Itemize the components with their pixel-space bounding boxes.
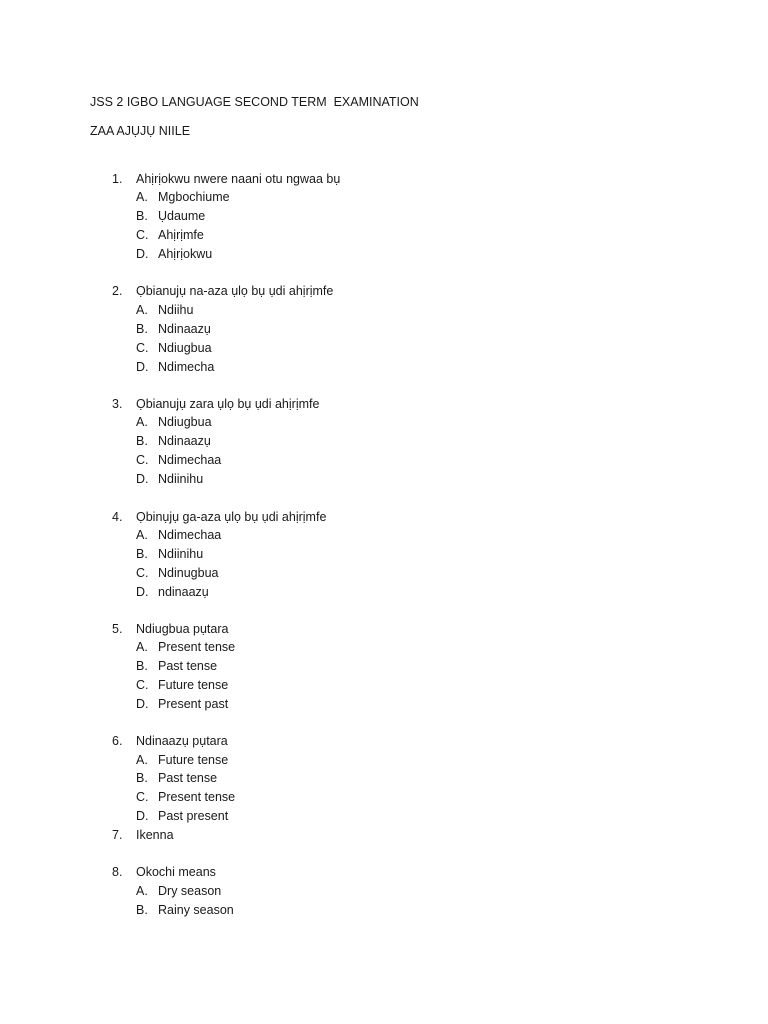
option-letter: B. bbox=[136, 322, 148, 336]
question-text: Ndiugbua pụtara bbox=[136, 622, 229, 636]
option-text: Ndiinihu bbox=[158, 472, 204, 486]
option-letter: B. bbox=[136, 903, 148, 917]
question-number: 1. bbox=[112, 172, 123, 186]
question-text: Ndinaazụ pụtara bbox=[136, 734, 228, 748]
option-text: Mgbochiume bbox=[158, 190, 230, 204]
option-letter: C. bbox=[136, 341, 149, 355]
question-text: Okochi means bbox=[136, 865, 216, 879]
option-letter: D. bbox=[136, 585, 149, 599]
option-text: Past present bbox=[158, 809, 229, 823]
option-text: Present tense bbox=[158, 640, 236, 654]
option-text: Ndiihu bbox=[158, 303, 194, 317]
question-number: 5. bbox=[112, 622, 123, 636]
option-text: Ndimecha bbox=[158, 360, 215, 374]
option-letter: D. bbox=[136, 360, 149, 374]
option-letter: A. bbox=[136, 415, 148, 429]
option-letter: B. bbox=[136, 547, 148, 561]
option-text: Present tense bbox=[158, 790, 236, 804]
option-letter: A. bbox=[136, 753, 148, 767]
option-text: Ndinugbua bbox=[158, 566, 219, 580]
option-letter: B. bbox=[136, 434, 148, 448]
option-text: Ndimechaa bbox=[158, 453, 222, 467]
option-text: Ndiinihu bbox=[158, 547, 204, 561]
question-number: 4. bbox=[112, 510, 123, 524]
option-letter: C. bbox=[136, 678, 149, 692]
option-text: Past tense bbox=[158, 659, 218, 673]
question-number: 3. bbox=[112, 397, 123, 411]
option-letter: B. bbox=[136, 659, 148, 673]
question-number: 7. bbox=[112, 828, 123, 842]
option-letter: A. bbox=[136, 303, 148, 317]
option-letter: C. bbox=[136, 228, 149, 242]
option-text: Ndiugbua bbox=[158, 415, 212, 429]
question-number: 2. bbox=[112, 284, 123, 298]
option-letter: D. bbox=[136, 472, 149, 486]
option-text: Present past bbox=[158, 697, 229, 711]
option-text: Ahịrịmfe bbox=[158, 228, 204, 242]
option-letter: D. bbox=[136, 809, 149, 823]
option-text: Rainy season bbox=[158, 903, 234, 917]
option-text: Future tense bbox=[158, 753, 229, 767]
question-text: Ikenna bbox=[136, 828, 174, 842]
option-letter: A. bbox=[136, 528, 148, 542]
option-text: Ndimechaa bbox=[158, 528, 222, 542]
option-text: Ụdaume bbox=[158, 209, 206, 223]
option-letter: C. bbox=[136, 566, 149, 580]
question-number: 8. bbox=[112, 865, 123, 879]
page-title: JSS 2 IGBO LANGUAGE SECOND TERM EXAMINATION bbox=[90, 95, 419, 109]
option-letter: B. bbox=[136, 771, 148, 785]
option-text: Past tense bbox=[158, 771, 218, 785]
option-letter: D. bbox=[136, 697, 149, 711]
question-text: Ọbianujụ zara ụlọ bụ ụdi ahịrịmfe bbox=[136, 397, 320, 411]
option-letter: A. bbox=[136, 190, 148, 204]
instruction-text: ZAA AJỤJỤ NIILE bbox=[90, 124, 191, 138]
option-letter: C. bbox=[136, 453, 149, 467]
option-text: Future tense bbox=[158, 678, 229, 692]
question-text: Ọbianujụ na-aza ụlọ bụ ụdi ahịrịmfe bbox=[136, 284, 334, 298]
option-letter: B. bbox=[136, 209, 148, 223]
option-text: Ndiugbua bbox=[158, 341, 212, 355]
option-letter: D. bbox=[136, 247, 149, 261]
question-text: Ọbinụjụ ga-aza ụlọ bụ ụdi ahịrịmfe bbox=[136, 510, 327, 524]
option-text: Dry season bbox=[158, 884, 222, 898]
question-text: Ahịrịokwu nwere naani otu ngwaa bụ bbox=[136, 172, 341, 186]
option-letter: A. bbox=[136, 640, 148, 654]
option-text: Ndinaazụ bbox=[158, 434, 211, 448]
question-number: 6. bbox=[112, 734, 123, 748]
option-letter: A. bbox=[136, 884, 148, 898]
option-text: Ahịrịokwu bbox=[158, 247, 213, 261]
option-text: Ndinaazụ bbox=[158, 322, 211, 336]
option-text: ndinaazụ bbox=[158, 585, 209, 599]
option-letter: C. bbox=[136, 790, 149, 804]
